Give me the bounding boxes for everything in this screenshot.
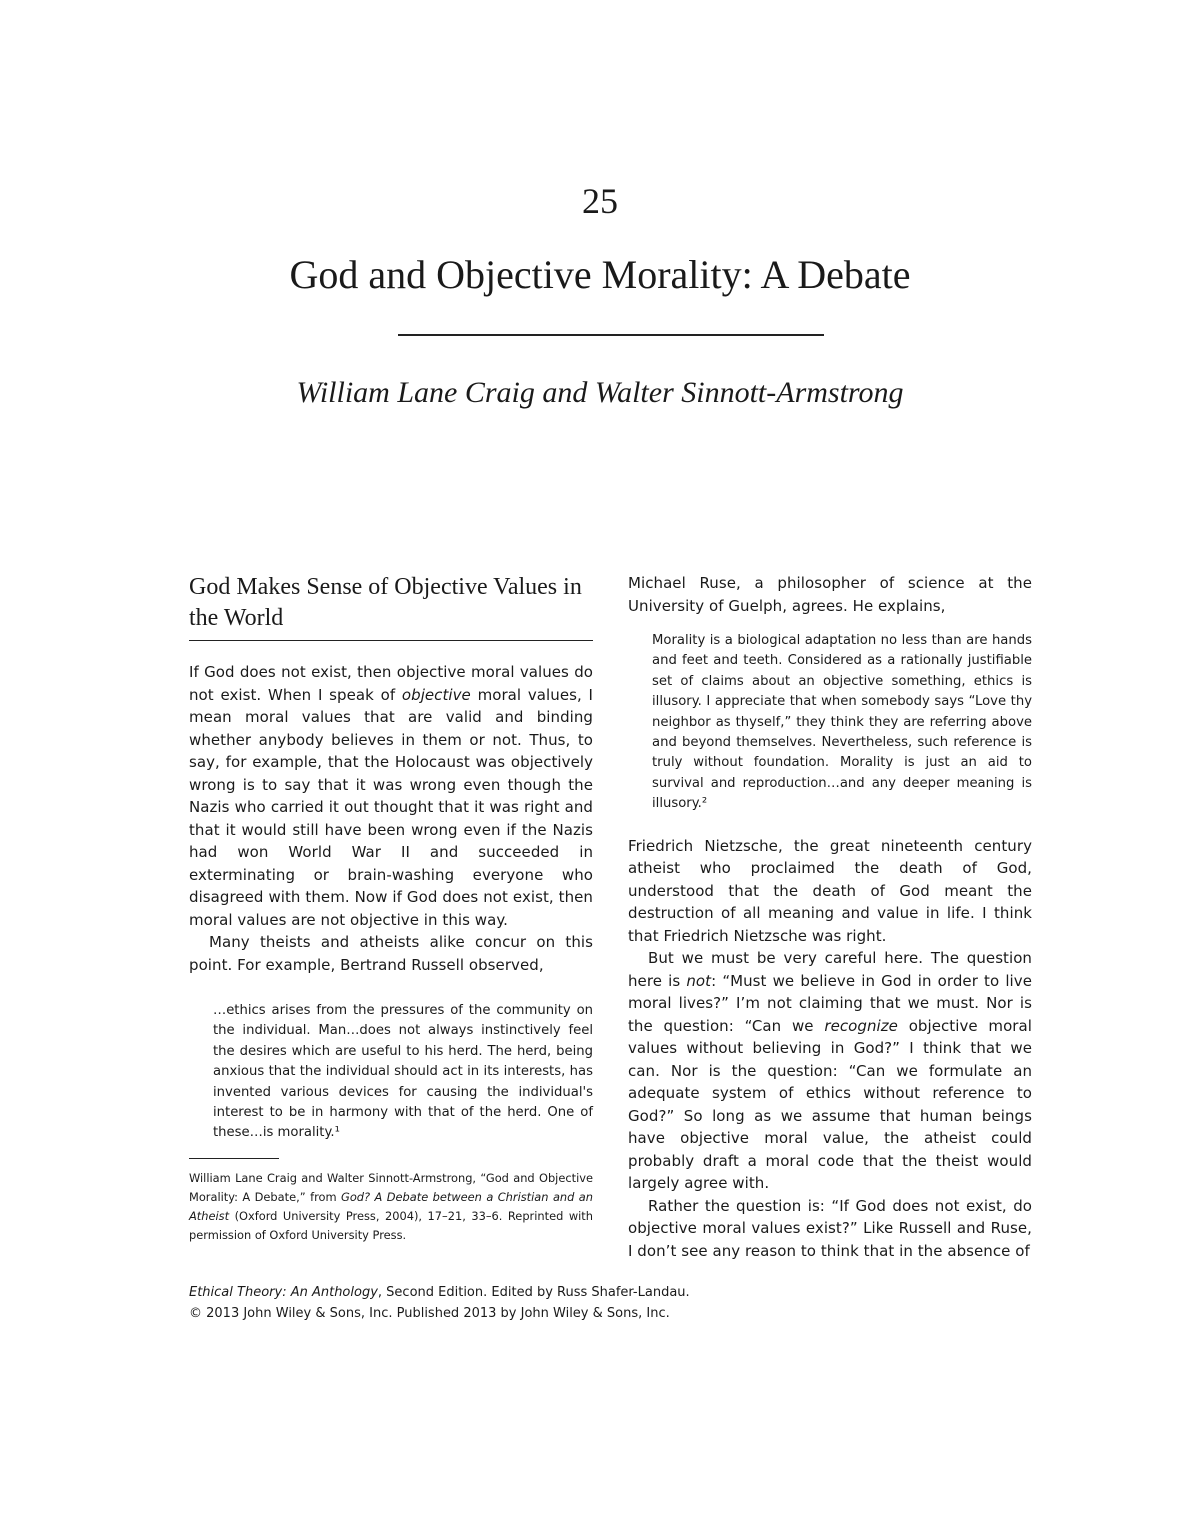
paragraph: Rather the question is: “If God does not exist, do objective moral values exist?” Like Russell and Ruse, I don’t see any reason to think that in the absence of <box>628 1196 1032 1260</box>
chapter-title: God and Objective Morality: A Debate <box>289 252 911 297</box>
paragraph: Michael Ruse, a philosopher of science at the University of Guelph, agrees. He explains, <box>628 574 1032 615</box>
right-column <box>628 572 1032 1262</box>
paragraph: If God does not exist, then objective moral values do not exist. When I speak of objective moral values, I mean moral values that are valid and binding whether anybody believes in them or not. Thus, to say, for example, that the Holocaust was objectively wrong is to say that it was wrong even though the Nazis who carried it out thought that it was right and that it would still have been wrong even if the Nazis had won World War II and succeeded in exterminating or brain-washing everyone who disagreed with them. Now if God does not exist, then moral values are not objective in this way. <box>189 663 593 929</box>
footnote-divider <box>189 1158 279 1159</box>
section-heading: God Makes Sense of Objective Values in the World <box>189 572 593 641</box>
block-quote-ruse: Morality is a biological adaptation no less than are hands and feet and teeth. Considered as a rationally justifiable set of claims about an objective something, ethics is illusory. I appreciate that when somebody says “Love thy neighbor as thyself,” they think they are referring above and beyond themselves. Nevertheless, such reference is truly without foundation. Morality is just an aid to survival and reproduction…and any deeper meaning is illusory.² <box>652 633 1032 812</box>
left-column <box>189 572 593 1246</box>
paragraph: Many theists and atheists alike concur on this point. For example, Bertrand Russell observed, <box>189 933 593 974</box>
book-citation: Ethical Theory: An Anthology, Second Edition. Edited by Russ Shafer-Landau. <box>189 1285 690 1300</box>
chapter-authors: William Lane Craig and Walter Sinnott-Armstrong <box>296 376 904 409</box>
paragraph: Friedrich Nietzsche, the great nineteenth century atheist who proclaimed the death of God, understood that the death of God meant the destruction of all meaning and value in life. I think that Friedrich Nietzsche was right. <box>628 836 1032 945</box>
title-divider <box>398 334 824 336</box>
chapter-number: 25 <box>582 181 618 221</box>
source-footnote: William Lane Craig and Walter Sinnott-Armstrong, “God and Objective Morality: A Debate,” from God? A Debate between a Christian and an Atheist (Oxford University Press, 2004), 17–21, 33–6. Reprinted with permission of Oxford University Press. <box>189 1170 593 1243</box>
copyright-line: © 2013 John Wiley & Sons, Inc. Published 2013 by John Wiley & Sons, Inc. <box>189 1305 670 1321</box>
paragraph: But we must be very careful here. The question here is not: “Must we believe in God in order to live moral lives?” I’m not claiming that we must. Nor is the question: “Can we recognize objective moral values without believing in God?” I think that we can. Nor is the question: “Can we formulate an adequate system of ethics without reference to God?” So long as we assume that human beings have objective moral value, the atheist could probably draft a moral code that the theist would largely agree with. <box>628 949 1032 1193</box>
block-quote-russell: …ethics arises from the pressures of the community on the individual. Man…does not always instinctively feel the desires which are useful to his herd. The herd, being anxious that the individual should act in its interests, has invented various devices for causing the individual's interest to be in harmony with that of the herd. One of these…is morality.¹ <box>213 1003 593 1141</box>
page-footer <box>189 1283 989 1324</box>
